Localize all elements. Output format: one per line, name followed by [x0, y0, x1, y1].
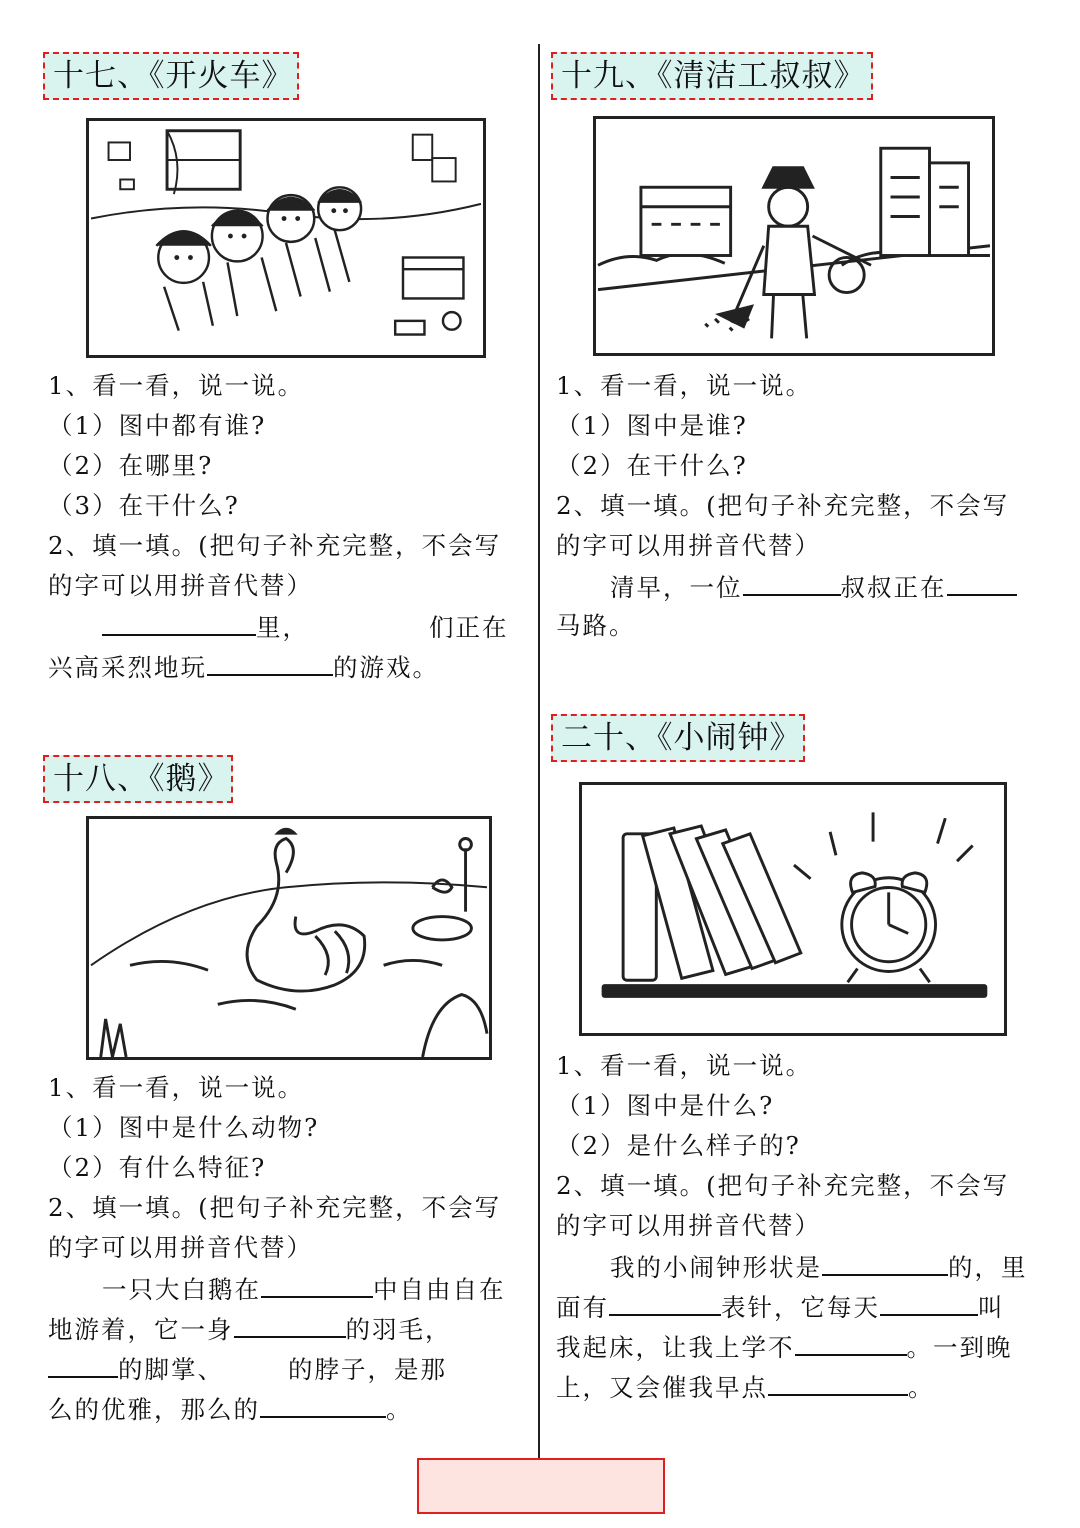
blank[interactable] — [260, 1388, 386, 1418]
s18-fill-line4 — [48, 1388, 506, 1428]
s20-fill-text: 面有 — [556, 1293, 609, 1322]
s19-q2b: 的字可以用拼音代替） — [556, 531, 821, 560]
s18-q1b: （2）有什么特征? — [48, 1153, 267, 1182]
s17-fill-line1 — [48, 606, 509, 646]
train-game-picture — [86, 118, 486, 358]
s18-fill-text: 。 — [386, 1395, 413, 1424]
s19-fill-text: 叔叔正在 — [840, 573, 947, 602]
s17-fill-text: 兴高采烈地玩 — [48, 653, 207, 682]
s20-fill-line4 — [556, 1366, 1028, 1406]
blank[interactable] — [234, 1308, 346, 1338]
s18-fill-text: 么的优雅，那么的 — [48, 1395, 260, 1424]
blank[interactable] — [609, 1286, 721, 1316]
blank[interactable] — [880, 1286, 978, 1316]
footer-box — [417, 1458, 665, 1514]
s18-fill-text: 地游着，它一身 — [48, 1315, 234, 1344]
s18-fill-text: 中自由自在 — [373, 1275, 506, 1304]
s20-fill-text: 我的小闹钟形状是 — [610, 1253, 822, 1282]
s20-fill-text: 我起床，让我上学不 — [556, 1333, 795, 1362]
s20-fill-line3 — [556, 1326, 1028, 1366]
s19-q2: 2、填一填。(把句子补充完整，不会写 — [556, 491, 1010, 520]
s20-fill-text: 表针，它每天 — [721, 1293, 880, 1322]
s17-q2b: 的字可以用拼音代替） — [48, 571, 313, 600]
section-19-title: 十九、《清洁工叔叔》 — [551, 52, 873, 100]
s20-fill-line1 — [556, 1246, 1028, 1286]
s20-q1: 1、看一看，说一说。 — [556, 1051, 813, 1080]
section-18-title: 十八、《鹅》 — [43, 755, 233, 803]
children-playing-train-illustration — [89, 121, 483, 355]
alarm-clock-and-books-illustration — [582, 785, 1004, 1033]
s19-q1a: （1）图中是谁? — [556, 411, 748, 440]
section-17-questions — [48, 366, 509, 686]
s17-q1a: （1）图中都有谁? — [48, 411, 267, 440]
s17-fill-text: 里， — [256, 613, 309, 642]
s20-fill-text: 上，又会催我早点 — [556, 1373, 768, 1402]
blank[interactable] — [822, 1246, 948, 1276]
s19-q1b: （2）在干什么? — [556, 451, 748, 480]
blank[interactable] — [48, 1348, 118, 1378]
section-19-questions — [556, 366, 1017, 646]
white-goose-illustration — [89, 819, 489, 1057]
s19-q1: 1、看一看，说一说。 — [556, 371, 813, 400]
s18-fill-text: 的羽毛， — [345, 1315, 452, 1344]
s17-q1: 1、看一看，说一说。 — [48, 371, 305, 400]
s17-q1b: （2）在哪里? — [48, 451, 214, 480]
s18-fill-line2 — [48, 1308, 506, 1348]
s18-q1: 1、看一看，说一说。 — [48, 1073, 305, 1102]
street-cleaner-illustration — [596, 119, 992, 353]
s17-q1c: （3）在干什么? — [48, 491, 240, 520]
blank[interactable] — [795, 1326, 907, 1356]
s18-q2b: 的字可以用拼音代替） — [48, 1233, 313, 1262]
blank[interactable] — [947, 566, 1017, 596]
s20-fill-text: 。一到晚 — [906, 1333, 1013, 1362]
s17-q2: 2、填一填。(把句子补充完整，不会写 — [48, 531, 502, 560]
section-20-title: 二十、《小闹钟》 — [551, 714, 805, 762]
blank[interactable] — [102, 606, 256, 636]
street-cleaner-picture — [593, 116, 995, 356]
section-20-questions — [556, 1046, 1028, 1406]
s18-fill-text: 的脖子，是那 — [288, 1355, 447, 1384]
s19-fill-text: 清早，一位 — [610, 573, 743, 602]
section-17-title: 十七、《开火车》 — [43, 52, 299, 100]
blank[interactable] — [207, 646, 333, 676]
s18-fill-text: 的脚掌、 — [118, 1355, 224, 1384]
s18-q2: 2、填一填。(把句子补充完整，不会写 — [48, 1193, 502, 1222]
column-divider — [538, 44, 540, 1460]
s20-q1a: （1）图中是什么? — [556, 1091, 775, 1120]
blank[interactable] — [261, 1268, 373, 1298]
blank[interactable] — [743, 566, 841, 596]
s20-q2: 2、填一填。(把句子补充完整，不会写 — [556, 1171, 1010, 1200]
s19-fill-line2: 马路。 — [556, 611, 636, 640]
blank[interactable] — [768, 1366, 908, 1396]
s19-fill-line1 — [556, 566, 1017, 606]
alarm-clock-picture — [579, 782, 1007, 1036]
s18-fill-line1 — [48, 1268, 506, 1308]
goose-picture — [86, 816, 492, 1060]
s17-fill-line2 — [48, 646, 509, 686]
s20-fill-text: 叫 — [978, 1293, 1005, 1322]
s20-q2b: 的字可以用拼音代替） — [556, 1211, 821, 1240]
s17-fill-text: 们正在 — [429, 613, 509, 642]
s17-fill-text: 的游戏。 — [333, 653, 439, 682]
s20-q1b: （2）是什么样子的? — [556, 1131, 801, 1160]
s18-q1a: （1）图中是什么动物? — [48, 1113, 320, 1142]
s20-fill-text: 。 — [908, 1373, 935, 1402]
s18-fill-text: 一只大白鹅在 — [102, 1275, 261, 1304]
section-18-questions — [48, 1068, 506, 1428]
s20-fill-text: 的，里 — [948, 1253, 1028, 1282]
s20-fill-line2 — [556, 1286, 1028, 1326]
s18-fill-line3 — [48, 1348, 506, 1388]
